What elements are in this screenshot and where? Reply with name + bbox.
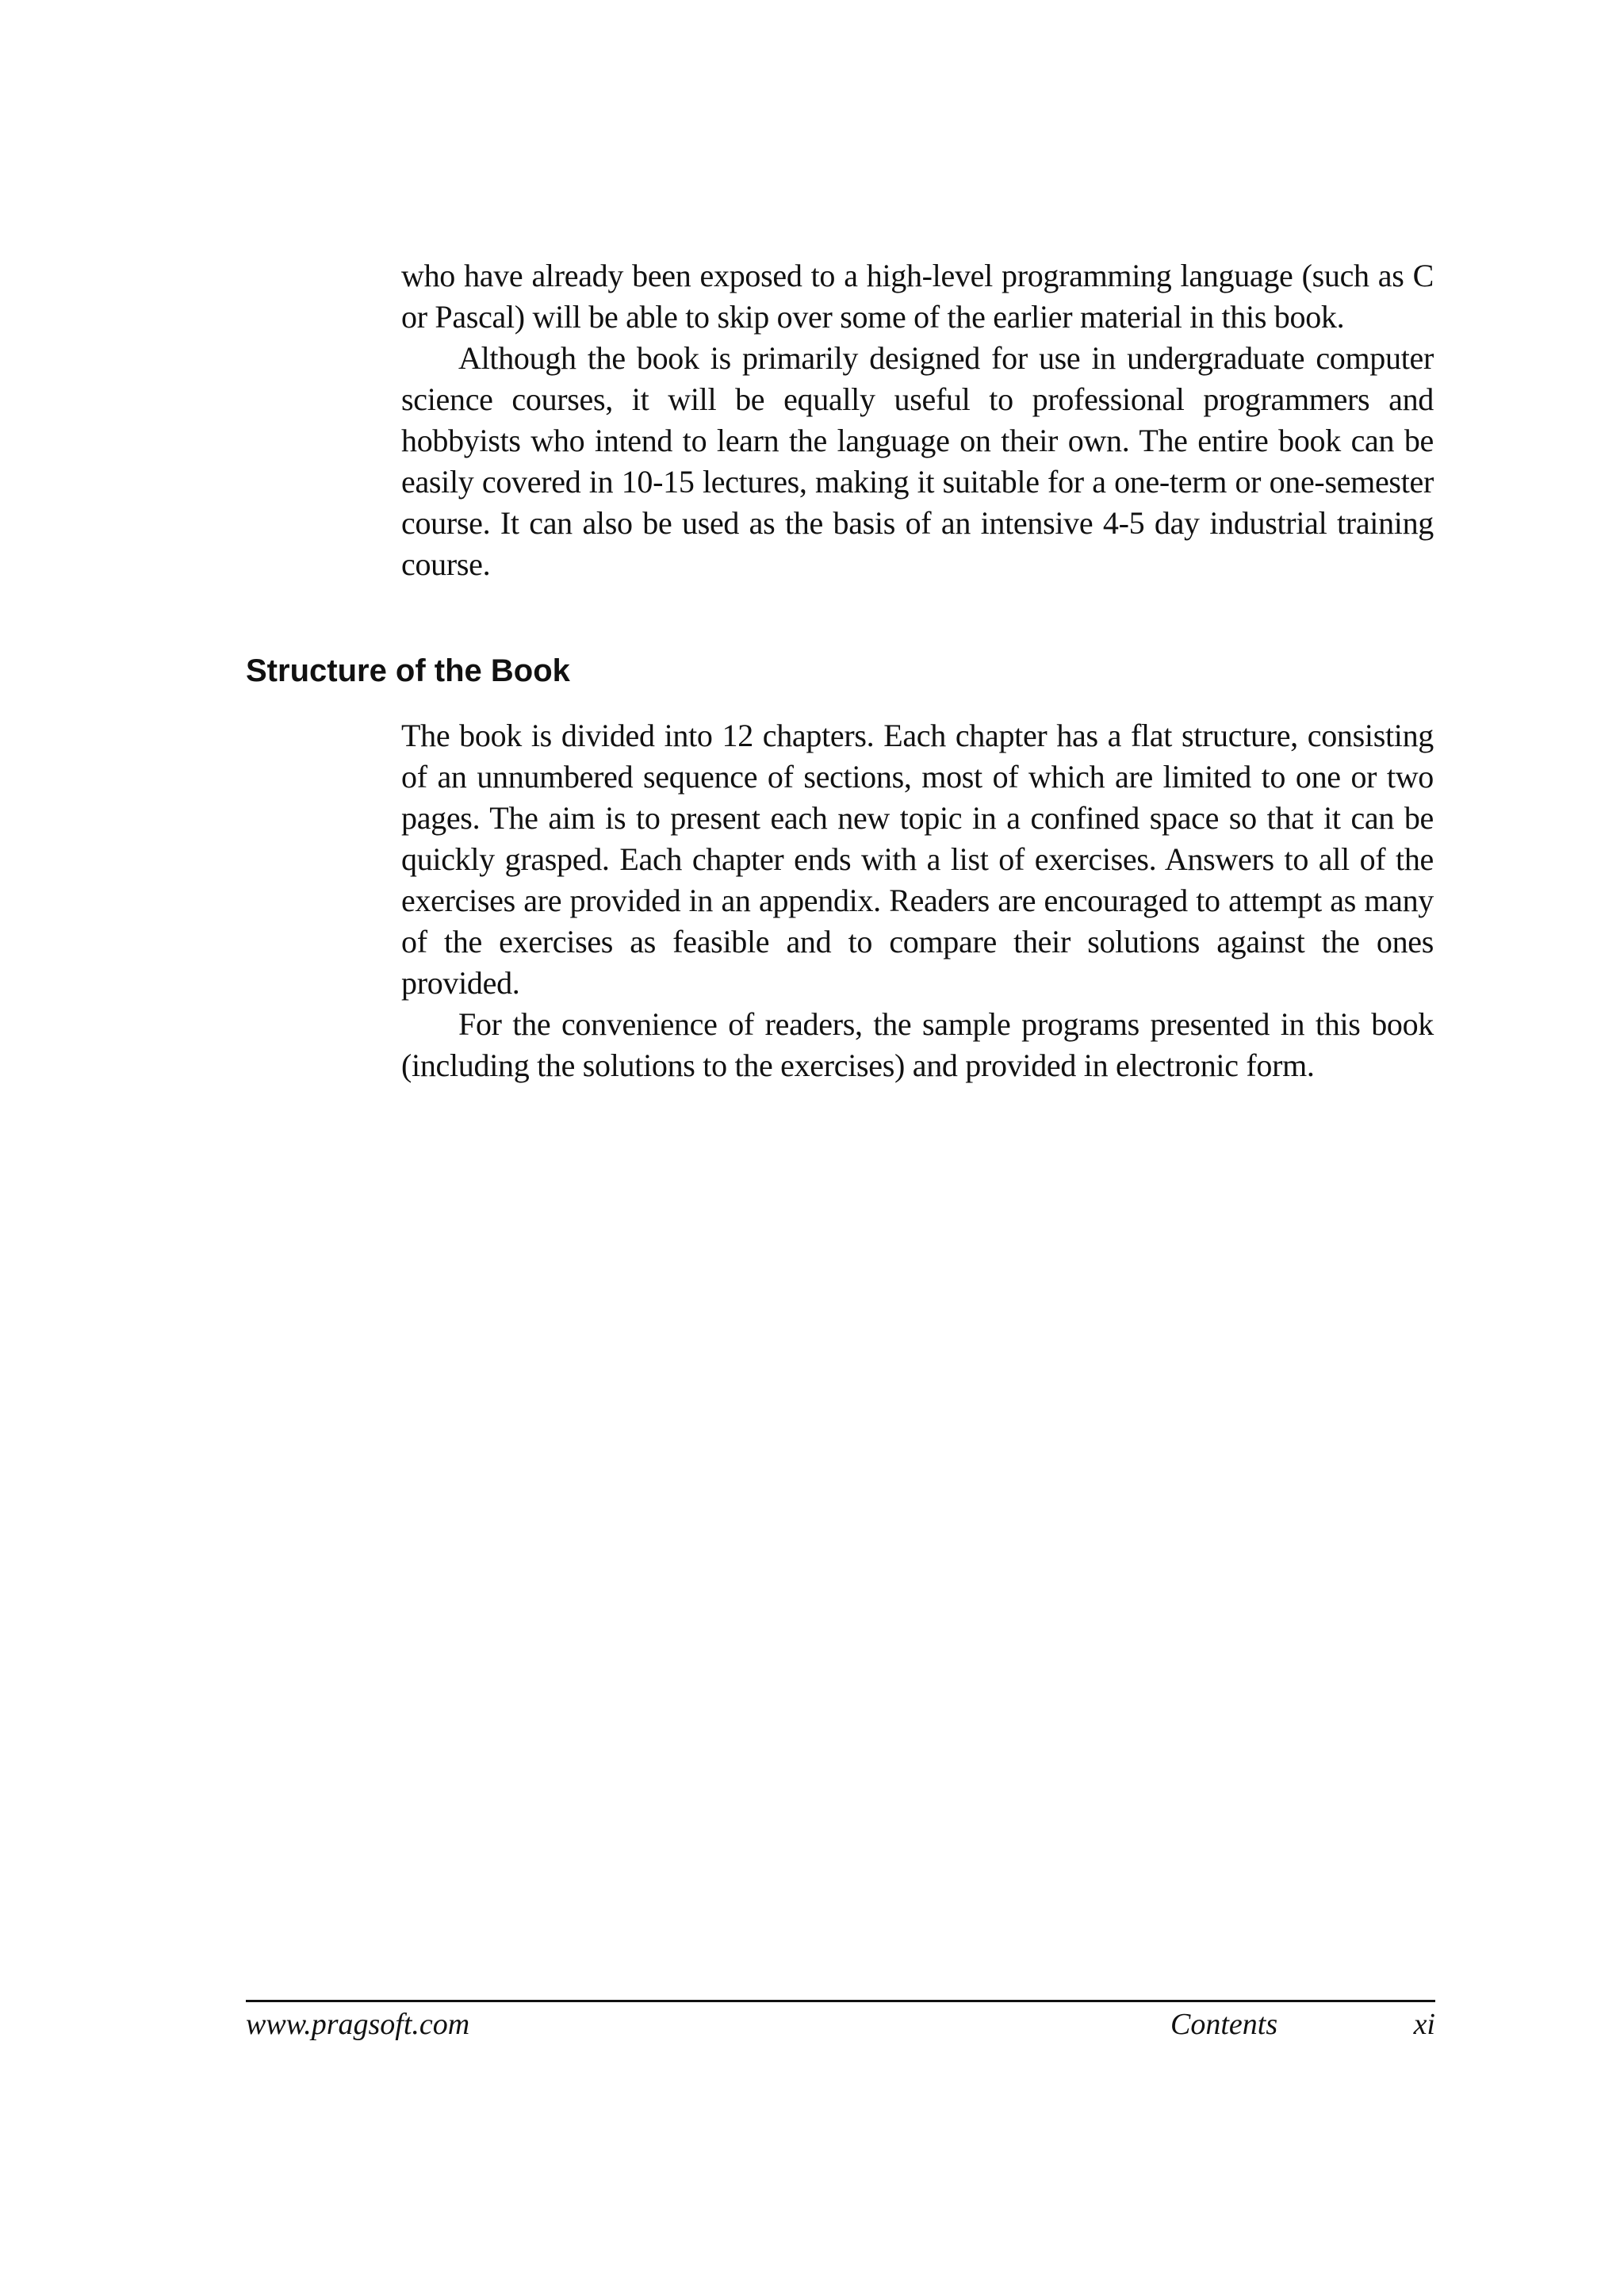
footer-section-title: Contents [1170, 2008, 1278, 2041]
structure-text-block [401, 715, 1434, 1086]
intro-text-block [401, 255, 1434, 585]
footer-website: www.pragsoft.com [246, 2008, 470, 2041]
section-heading-structure: Structure of the Book [246, 653, 570, 688]
footer-page-number: xi [1413, 2008, 1435, 2041]
intro-paragraph-audience: Although the book is primarily designed for use in undergraduate computer science courses, it will be equally useful to professional programmers and hobbyists who intend to learn the language on their own. The entire book can be easily covered in 10-15 lectures, making it suitable for a one-term or one-semester course. It can also be used as the basis of an intensive 4-5 day industrial training course. [401, 340, 1434, 582]
structure-paragraph-chapters: The book is divided into 12 chapters. Each chapter has a flat structure, consisting of an unnumbered sequence of sections, most of which are limited to one or two pages. The aim is to present each new topic in a confined space so that it can be quickly grasped. Each chapter ends with a list of exercises. Answers to all of the exercises are provided in an appendix. Readers are encouraged to attempt as many of the exercises as feasible and to compare their solutions against the ones provided. [401, 718, 1434, 1001]
structure-paragraph-programs: For the convenience of readers, the sample programs presented in this book (including the solutions to the exercises) and provided in electronic form. [401, 1006, 1434, 1083]
footer-rule [246, 2000, 1435, 2002]
intro-paragraph-continuation: who have already been exposed to a high-level programming language (such as C or Pascal) will be able to skip over some of the earlier material in this book. [401, 258, 1434, 335]
